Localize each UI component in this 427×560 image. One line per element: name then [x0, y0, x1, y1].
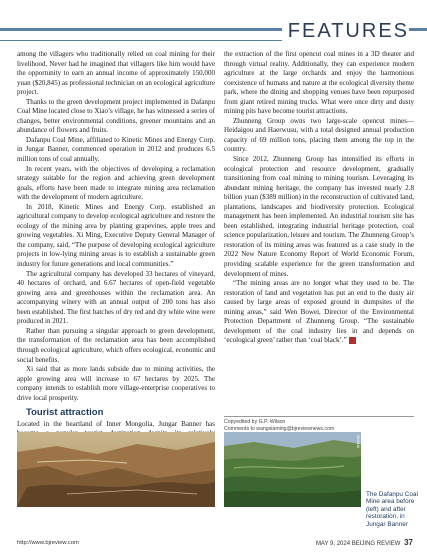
- left-column: [17, 50, 215, 487]
- copyedit-credit: Copyedited by G.P. Wilson: [224, 419, 286, 425]
- paragraph: among the villagers who traditionally relied on coal mining for their livelihood. Never had he imagined that villagers like him would have the opportunity to earn an annual income of approximately 150,000 yuan ($20,845) as professional technician on an ecological agriculture project.: [17, 50, 215, 97]
- paragraph: Zhunneng Group owns two large-scale opencut mines—Heidaigou and Haerwusu, with a total designed annual production capacity of 69 million tons, placing them among the top in the country.: [224, 116, 414, 154]
- paragraph: Located in the heartland of Inner Mongolia, Jungar Banner has: [17, 419, 215, 428]
- comments-email[interactable]: Comments to wangxiaming@bjreviewnews.com: [224, 425, 335, 432]
- paragraph: Xi said that as more lands subside due to mining activities, the apple growing area will increase to 67 hectares by 2025. The company intends to establish more village-enterprise cooperatives to drive local prosperity.: [17, 365, 215, 402]
- quote-text: “The mining areas are no longer what they used to be. The restoration of land and vegetation has put an end to the dusty air caused by large areas of exposed ground in dumpsites of the mining areas,” said Wen Bowei, Director of the Environmental Protection Department of Zhunneng Group. “The sustainable development of the coal industry lies in and depends on ‘ecological green’ rather than ‘coal black’.”: [224, 279, 414, 345]
- credits: [224, 416, 414, 432]
- paragraph: The agricultural company has developed 33 hectares of vineyard, 40 hectares of orchard, and 6.67 hectares of open-field vegetable growing area and greenhouses within the reclamation area. An accompanying winery with an annual output of 200 tons has also been established. The first batches of dry red and dry white wine were produced in 2021.: [17, 269, 215, 326]
- landscape-after-image: [224, 432, 361, 507]
- landscape-before-image: [17, 432, 215, 507]
- paragraph: the extraction of the first opencut coal mines in a 3D theater and through virtual reality. Additionally, they can experience modern agriculture at the large orchards and enjoy the harmonious coexistence of humans and nature at the ecological diversity theme park, where the dining and shopping venues have been repurposed from giant retired mining trucks. What were once dirty and dusty mining pits have become tourist attractions.: [224, 50, 414, 116]
- right-column: [224, 50, 414, 346]
- photo-before: [17, 432, 215, 507]
- paragraph: Dafanpu Coal Mine, affiliated to Kinetic Mines and Energy Corp. in Jungar Banner, commenced operation in 2012 and produces 6.5 million tons of coal annually.: [17, 135, 215, 164]
- section-label: FEATURES: [282, 20, 409, 43]
- photo-credit: XINHUA: [356, 435, 360, 449]
- footer-issue: [316, 538, 413, 547]
- paragraph: In 2018, Kinetic Mines and Energy Corp. established an agricultural company to develop ecological agriculture and restore the ecology of the mining area by planting grapevines, apple trees and growing vegetables. Xi Ming, Executive Deputy General Manager of the company, said, “The purpose of developing ecological agriculture projects in low-lying mining areas is to establish a sustainable green industry for future generations and local communities.”: [17, 202, 215, 269]
- paragraph: Since 2012, Zhunneng Group has intensified its efforts in ecological protection and resource development, gradually transitioning from coal mining to mining tourism. Leveraging its abundant mining heritage, the company has invested nearly 2.8 billion yuan ($389 million) in the reconstruction of cultivated land, plantations, landscapes and biodiversity protection. Ecological management has been implemented. An industrial tourism site has been established, integrating industrial heritage protection, coal science popularization, leisure and tourism. The Zhunneng Group’s restoration of its mining areas was featured as a case study in the 2022 New Nature Economy Report of World Economic Forum, providing scalable experience for the green transformation and development of mines.: [224, 155, 414, 278]
- issue-date: MAY 9, 2024 BEIJING REVIEW: [315, 541, 401, 547]
- photo-after: [224, 432, 361, 507]
- paragraph: In recent years, with the objectives of developing a reclamation strategy suitable for the region and achieving green development goals, efforts have been made to integrate mining area reclamation with the development of modern agriculture.: [17, 164, 215, 202]
- paragraph: Rather than pursuing a singular approach to green development, the transformation of the reclamation area has been accomplished through ecological agriculture, which offers ecological, economic and social benefits.: [17, 326, 215, 364]
- paragraph: Thanks to the green development project implemented in Dafanpu Coal Mine located close to Xiao’s village, he has witnessed a series of changes, better environmental conditions, greener mountains and an abundance of flowers and fruits.: [17, 97, 215, 135]
- subheading: Tourist attraction: [26, 407, 104, 419]
- page-number: 37: [404, 538, 413, 547]
- paragraph: [224, 279, 414, 346]
- photo-caption: The Dafanpu Coal Mine area before (left) and after restoration, in Jungar Banner: [366, 491, 418, 528]
- footer-url[interactable]: http://www.bjreview.com: [17, 540, 79, 546]
- end-mark-icon: [349, 337, 356, 344]
